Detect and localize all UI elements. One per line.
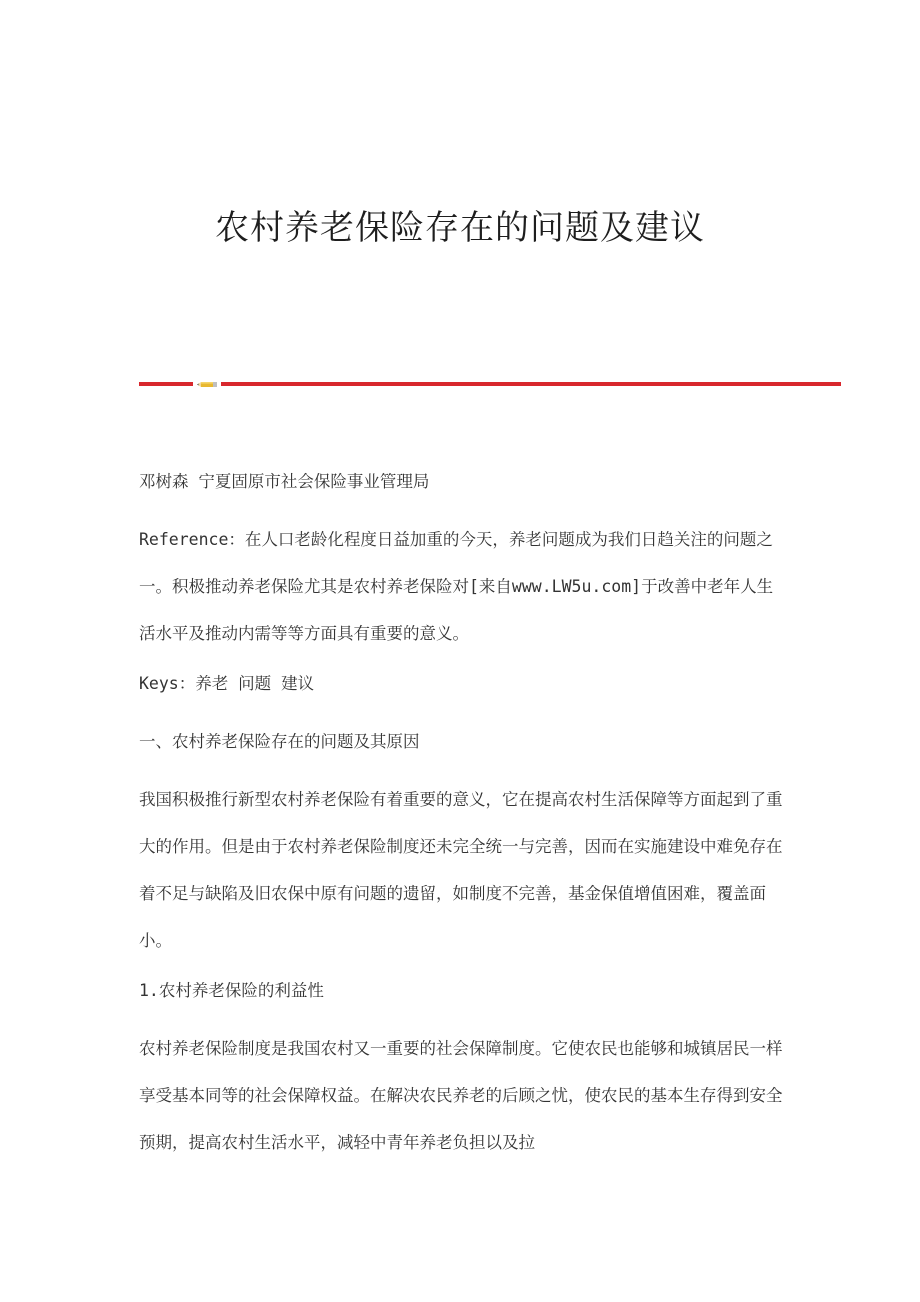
body-paragraph: 农村养老保险制度是我国农村又一重要的社会保障制度。它使农民也能够和城镇居民一样享受基本同等的社会保障权益。在解决农民养老的后顾之忧，使农民的基本生存得到安全预期，提高农村生活水平，减轻中青年养老负担以及拉 bbox=[139, 1039, 783, 1152]
body-paragraph: 我国积极推行新型农村养老保险有着重要的意义，它在提高农村生活保障等方面起到了重大的作用。但是由于农村养老保险制度还未完全统一与完善，因而在实施建设中难免存在着不足与缺陷及旧农保中原有问题的遗留，如制度不完善，基金保值增值困难，覆盖面小。 bbox=[139, 790, 783, 950]
document-body bbox=[139, 466, 789, 1169]
section-heading: 一、农村养老保险存在的问题及其原因 bbox=[139, 732, 420, 751]
divider-line-left bbox=[139, 382, 193, 386]
pencil-icon bbox=[197, 381, 217, 388]
reference-paragraph: Reference：在人口老龄化程度日益加重的今天，养老问题成为我们日趋关注的问题之一。积极推动养老保险尤其是农村养老保险对[来自www.LW5u.com]于改善中老年人生活水平及推动内需等等方面具有重要的意义。 bbox=[139, 530, 774, 643]
title-divider bbox=[139, 380, 841, 390]
divider-line-right bbox=[221, 382, 841, 386]
subsection-heading: 1.农村养老保险的利益性 bbox=[139, 981, 324, 1000]
author-line: 邓树森 宁夏固原市社会保险事业管理局 bbox=[139, 472, 430, 491]
document-title: 农村养老保险存在的问题及建议 bbox=[215, 208, 705, 248]
keywords-line: Keys：养老 问题 建议 bbox=[139, 674, 315, 693]
